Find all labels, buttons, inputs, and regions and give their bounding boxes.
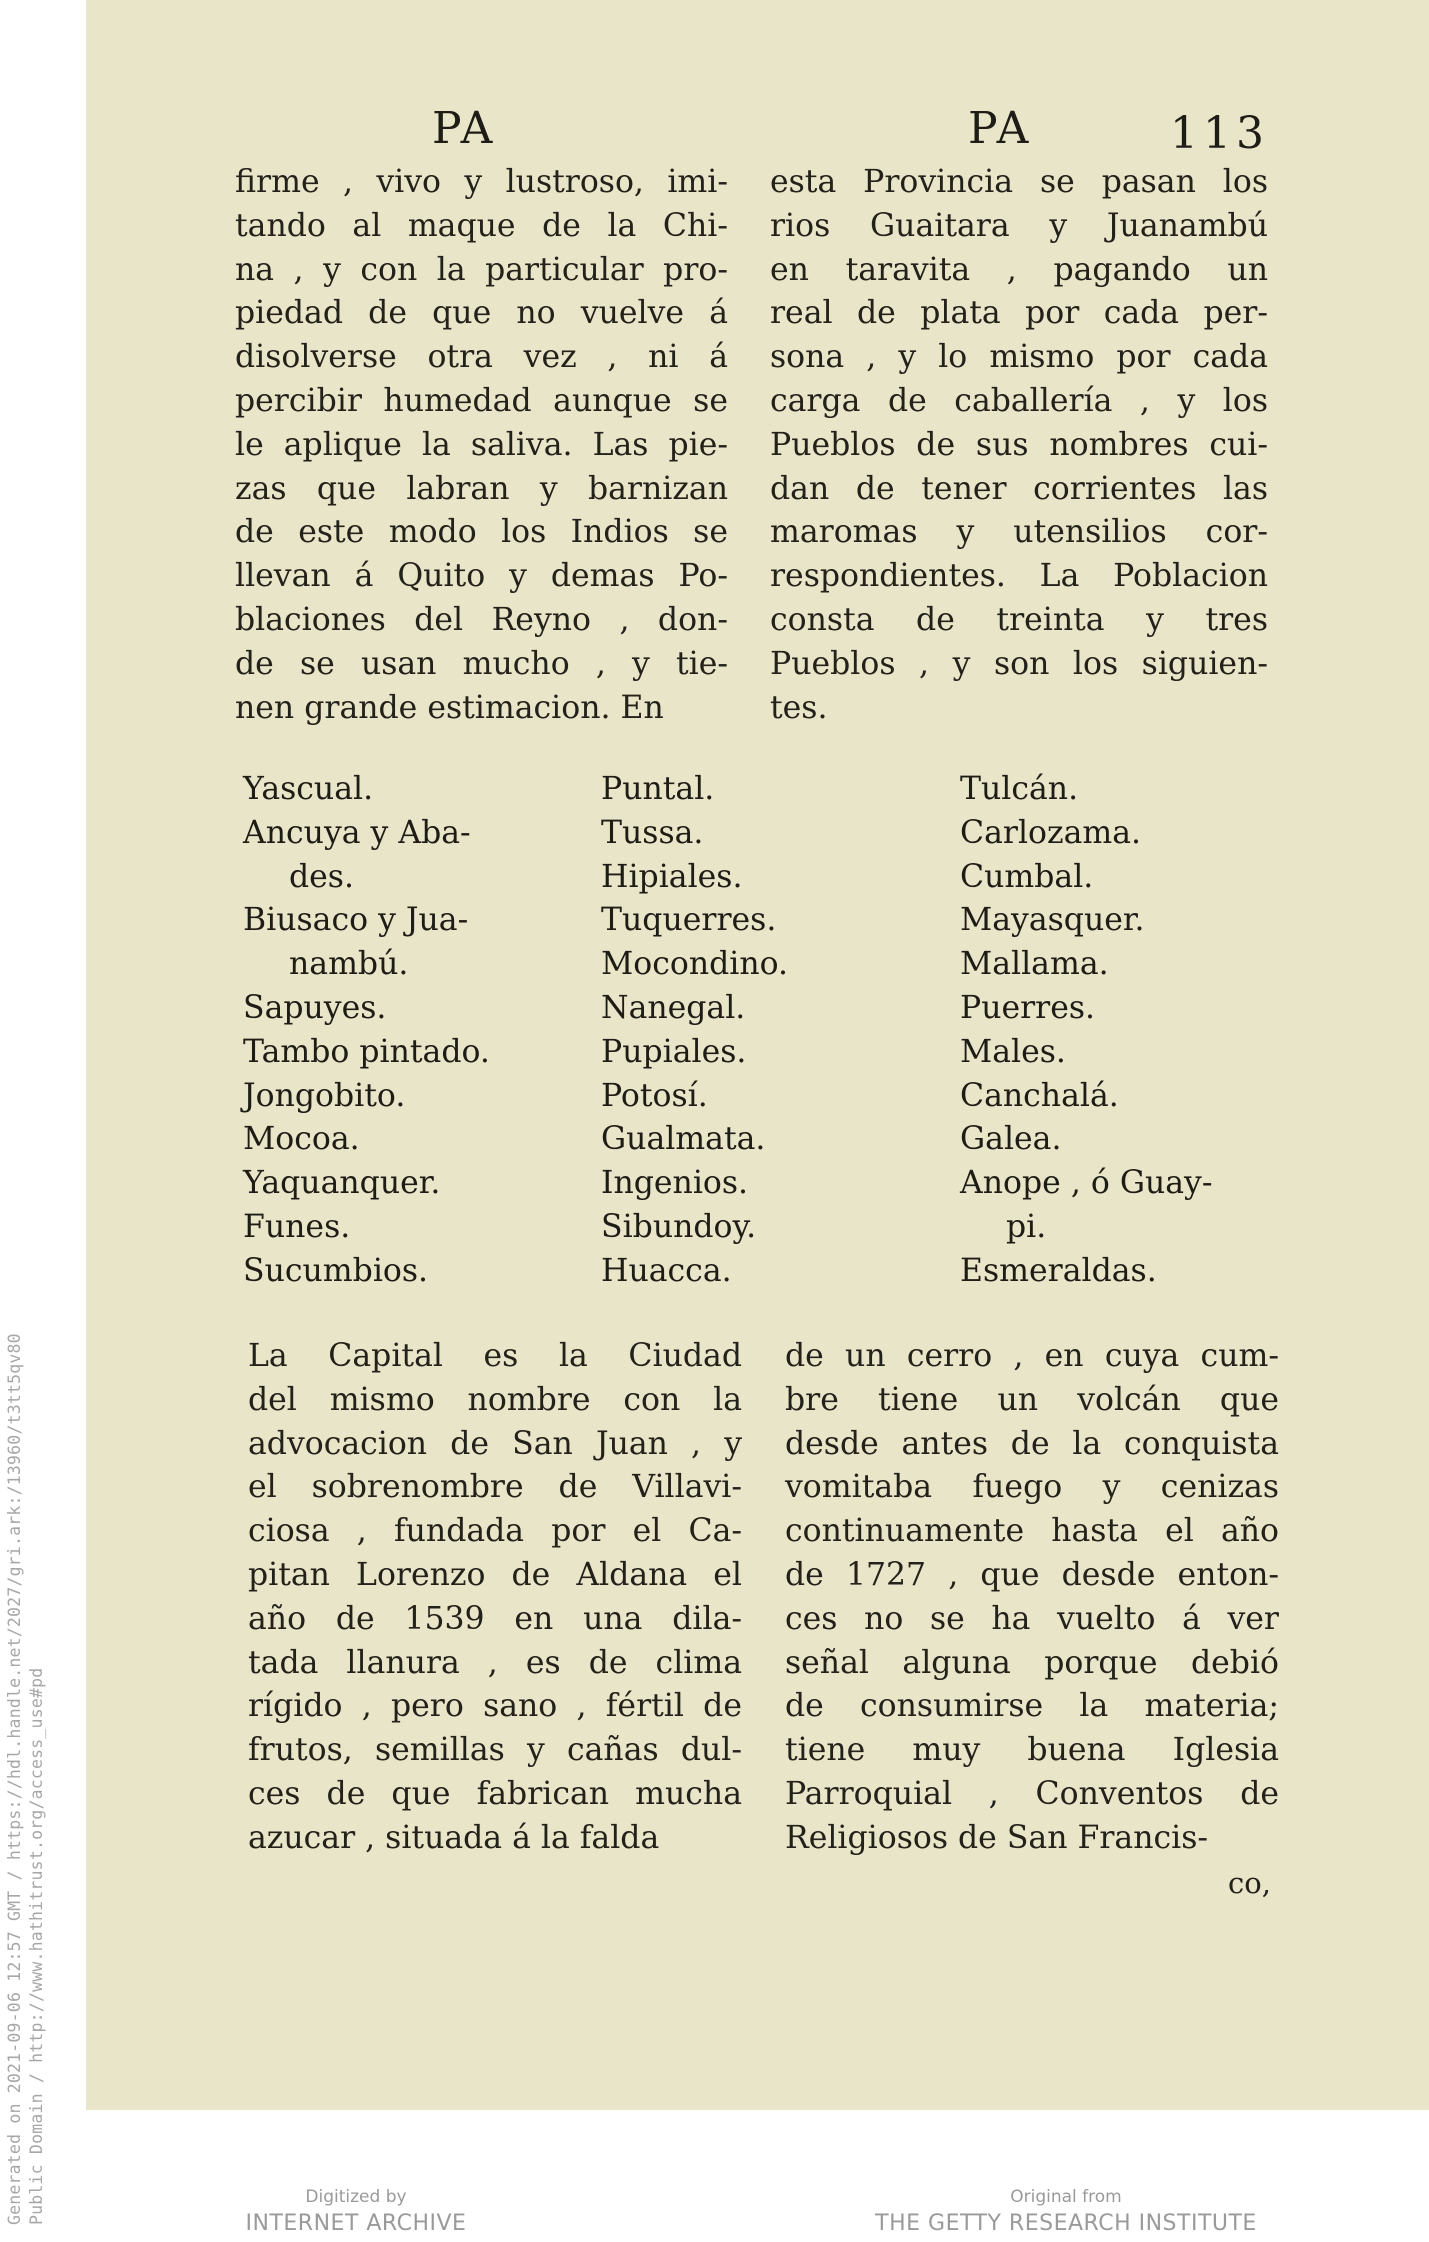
town-item bbox=[601, 1118, 788, 1162]
getty-institute-label: THE GETTY RESEARCH INSTITUTE bbox=[875, 2211, 1257, 2236]
town-list-column-3 bbox=[960, 768, 1213, 1294]
text-line: de 1727 , que desde enton- bbox=[785, 1556, 1279, 1593]
internet-archive-label: INTERNET ARCHIVE bbox=[245, 2211, 467, 2236]
text-line: de se usan mucho , y tie- bbox=[235, 645, 728, 682]
town-name: Ingenios. bbox=[601, 1165, 749, 1202]
text-line: ciosa , fundada por el Ca- bbox=[248, 1513, 742, 1550]
text-column-1 bbox=[235, 161, 728, 730]
town-item bbox=[960, 899, 1213, 943]
text-line: llevan á Quito y demas Po- bbox=[235, 558, 728, 595]
text-line: ces no se ha vuelto á ver bbox=[785, 1600, 1279, 1637]
town-name: Cumbal. bbox=[960, 858, 1094, 895]
text-line: señal alguna porque debió bbox=[785, 1644, 1279, 1681]
town-name: Esmeraldas. bbox=[960, 1252, 1157, 1289]
town-name: Galea. bbox=[960, 1121, 1062, 1158]
town-item bbox=[243, 1206, 490, 1250]
town-name: Mallama. bbox=[960, 946, 1109, 983]
town-name: Canchalá. bbox=[960, 1077, 1119, 1114]
town-item bbox=[243, 1162, 490, 1206]
text-line: na , y con la particular pro- bbox=[235, 251, 728, 288]
town-item bbox=[601, 899, 788, 943]
town-item bbox=[243, 768, 490, 812]
text-line: blaciones del Reyno , don- bbox=[235, 601, 728, 638]
town-name: Mayasquer. bbox=[960, 902, 1145, 939]
town-list-column-2 bbox=[601, 768, 788, 1294]
text-line: Religiosos de San Francis- bbox=[785, 1819, 1209, 1856]
town-item bbox=[601, 1075, 788, 1119]
text-column-2 bbox=[770, 161, 1268, 730]
text-line: tada llanura , es de clima bbox=[248, 1644, 742, 1681]
text-line: de consumirse la materia; bbox=[785, 1688, 1279, 1725]
text-line: tando al maque de la Chi- bbox=[235, 207, 728, 244]
text-line: zas que labran y barnizan bbox=[235, 470, 728, 507]
generation-line: Generated on 2021-09-06 12:57 GMT / https://hdl.handle.net/2027/gri.ark:/13960/t3tt5qv80 bbox=[5, 1333, 24, 2225]
town-name: Biusaco y Jua- bbox=[243, 902, 469, 939]
town-item bbox=[601, 1250, 788, 1294]
town-name: Mocoa. bbox=[243, 1121, 360, 1158]
text-line: dan de tener corrientes las bbox=[770, 470, 1268, 507]
town-item bbox=[601, 812, 788, 856]
town-name: Tulcán. bbox=[960, 771, 1079, 807]
text-line: vomitaba fuego y cenizas bbox=[785, 1469, 1279, 1506]
text-line: frutos, semillas y cañas dul- bbox=[248, 1732, 742, 1769]
town-name: Potosí. bbox=[601, 1077, 708, 1114]
town-item bbox=[243, 899, 490, 987]
town-name: Pupiales. bbox=[601, 1033, 747, 1070]
text-line: tiene muy buena Iglesia bbox=[785, 1732, 1279, 1769]
town-item bbox=[243, 987, 490, 1031]
town-name: Huacca. bbox=[601, 1252, 732, 1289]
town-item bbox=[243, 1075, 490, 1119]
text-line: maromas y utensilios cor- bbox=[770, 514, 1268, 551]
town-name: Puntal. bbox=[601, 771, 715, 807]
town-name: Tussa. bbox=[601, 814, 704, 851]
text-line: el sobrenombre de Villavi- bbox=[248, 1469, 742, 1506]
town-item bbox=[243, 1118, 490, 1162]
catchword: co, bbox=[1228, 1866, 1271, 1900]
town-item bbox=[960, 1250, 1213, 1294]
digitized-by-label: Digitized by bbox=[305, 2187, 407, 2207]
town-name: Yaquanquer. bbox=[243, 1165, 441, 1202]
text-line: disolverse otra vez , ni á bbox=[235, 339, 728, 376]
text-line: pitan Lorenzo de Aldana el bbox=[248, 1556, 742, 1593]
text-line: bre tiene un volcán que bbox=[785, 1381, 1279, 1418]
town-name: Jongobito. bbox=[243, 1077, 406, 1114]
town-name: Gualmata. bbox=[601, 1121, 766, 1158]
town-name: Sibundoy. bbox=[601, 1208, 757, 1245]
text-line: firme , vivo y lustroso, imi- bbox=[235, 164, 728, 200]
town-item bbox=[601, 768, 788, 812]
text-line: azucar , situada á la falda bbox=[248, 1819, 660, 1856]
text-column-3 bbox=[248, 1335, 742, 1861]
town-item bbox=[601, 856, 788, 900]
town-item bbox=[243, 1250, 490, 1294]
text-line: respondientes. La Poblacion bbox=[770, 558, 1268, 595]
town-name: Yascual. bbox=[243, 771, 374, 807]
text-line: rígido , pero sano , fértil de bbox=[248, 1688, 742, 1725]
text-line: ces de que fabrican mucha bbox=[248, 1775, 742, 1812]
town-name: Puerres. bbox=[960, 989, 1096, 1026]
text-column-4 bbox=[785, 1335, 1279, 1861]
town-item bbox=[243, 812, 490, 900]
town-item bbox=[960, 943, 1213, 987]
text-line: desde antes de la conquista bbox=[785, 1425, 1279, 1462]
text-line: rios Guaitara y Juanambú bbox=[770, 207, 1268, 244]
town-item bbox=[243, 1031, 490, 1075]
town-name: Nanegal. bbox=[601, 989, 746, 1026]
town-item bbox=[960, 1162, 1213, 1250]
original-from-credit bbox=[866, 2187, 1266, 2236]
town-item bbox=[601, 1031, 788, 1075]
text-line: en taravita , pagando un bbox=[770, 251, 1268, 288]
text-line: tes. bbox=[770, 689, 828, 726]
town-name: Ancuya y Aba- bbox=[243, 814, 471, 851]
town-item bbox=[601, 987, 788, 1031]
text-line: piedad de que no vuelve á bbox=[235, 295, 728, 332]
town-item bbox=[960, 768, 1213, 812]
text-line: le aplique la saliva. Las pie- bbox=[235, 426, 728, 463]
town-item bbox=[960, 856, 1213, 900]
text-line: percibir humedad aunque se bbox=[235, 382, 728, 419]
text-line: del mismo nombre con la bbox=[248, 1381, 742, 1418]
town-name-continuation: nambú. bbox=[289, 946, 409, 983]
generation-notice bbox=[4, 1065, 50, 2225]
town-list-column-1 bbox=[243, 768, 490, 1294]
town-name: Funes. bbox=[243, 1208, 351, 1245]
running-head-left: PA bbox=[432, 103, 496, 154]
text-line: de un cerro , en cuya cum- bbox=[785, 1338, 1279, 1374]
text-line: sona , y lo mismo por cada bbox=[770, 339, 1268, 376]
text-line: continuamente hasta el año bbox=[785, 1513, 1279, 1550]
town-item bbox=[601, 1206, 788, 1250]
town-name: Hipiales. bbox=[601, 858, 743, 895]
town-item bbox=[960, 1031, 1213, 1075]
text-line: esta Provincia se pasan los bbox=[770, 164, 1268, 200]
town-item bbox=[960, 1075, 1213, 1119]
digitized-by-credit bbox=[236, 2187, 476, 2236]
text-line: consta de treinta y tres bbox=[770, 601, 1268, 638]
town-name-continuation: pi. bbox=[1006, 1208, 1047, 1245]
town-name: Carlozama. bbox=[960, 814, 1142, 851]
text-line: La Capital es la Ciudad bbox=[248, 1338, 742, 1374]
original-from-label: Original from bbox=[1010, 2187, 1122, 2207]
text-line: nen grande estimacion. En bbox=[235, 689, 664, 726]
text-line: Pueblos de sus nombres cui- bbox=[770, 426, 1268, 463]
town-item bbox=[601, 1162, 788, 1206]
town-item bbox=[960, 1118, 1213, 1162]
town-name: Tuquerres. bbox=[601, 902, 777, 939]
town-name: Sapuyes. bbox=[243, 989, 387, 1026]
town-item bbox=[960, 987, 1213, 1031]
town-name: Males. bbox=[960, 1033, 1066, 1070]
town-name: Mocondino. bbox=[601, 946, 789, 983]
text-line: real de plata por cada per- bbox=[770, 295, 1268, 332]
town-name: Sucumbios. bbox=[243, 1252, 429, 1289]
rights-line: Public Domain / http://www.hathitrust.org/access_use#pd bbox=[27, 1667, 46, 2225]
town-name: Tambo pintado. bbox=[243, 1033, 490, 1070]
text-line: Pueblos , y son los siguien- bbox=[770, 645, 1268, 682]
text-line: advocacion de San Juan , y bbox=[248, 1425, 742, 1462]
town-item bbox=[601, 943, 788, 987]
running-head-right: PA bbox=[968, 103, 1032, 154]
page-number: 113 bbox=[1170, 108, 1269, 159]
town-name: Anope , ó Guay- bbox=[960, 1165, 1213, 1202]
town-name-continuation: des. bbox=[289, 858, 354, 895]
text-line: carga de caballería , y los bbox=[770, 382, 1268, 419]
text-line: año de 1539 en una dila- bbox=[248, 1600, 742, 1637]
text-line: Parroquial , Conventos de bbox=[785, 1775, 1279, 1812]
text-line: de este modo los Indios se bbox=[235, 514, 728, 551]
town-item bbox=[960, 812, 1213, 856]
